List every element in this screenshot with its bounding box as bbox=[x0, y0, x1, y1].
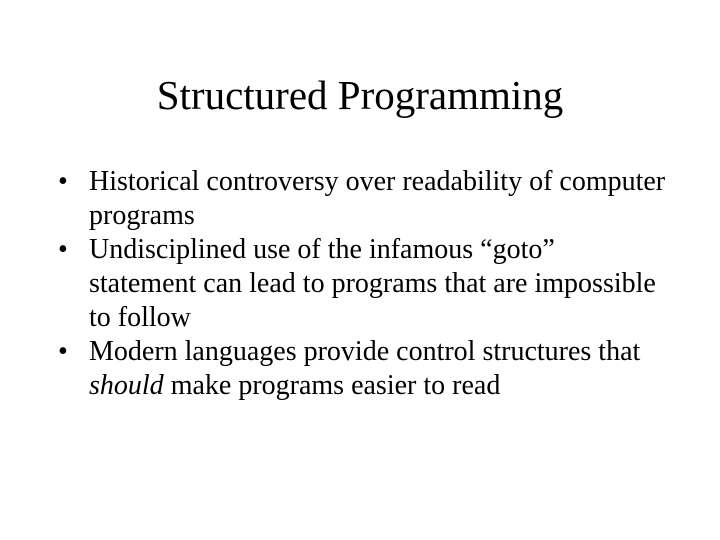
bullet-text-emphasis: should bbox=[89, 370, 164, 401]
bullet-icon: • bbox=[58, 234, 68, 265]
bullet-text: Historical controversy over readability of computer programs bbox=[89, 166, 666, 231]
bullet-item bbox=[58, 335, 668, 403]
bullet-text-before: Modern languages provide control structures that bbox=[89, 336, 641, 367]
bullet-text-after: make programs easier to read bbox=[163, 370, 501, 401]
bullet-icon: • bbox=[58, 336, 68, 367]
bullet-icon: • bbox=[58, 166, 68, 197]
slide-title: Structured Programming bbox=[156, 72, 564, 118]
bullet-item bbox=[58, 165, 668, 233]
bullet-item bbox=[58, 233, 668, 335]
bullet-list bbox=[58, 165, 668, 403]
bullet-text: Undisciplined use of the infamous “goto” statement can lead to programs that are impossible to follow bbox=[89, 234, 656, 333]
